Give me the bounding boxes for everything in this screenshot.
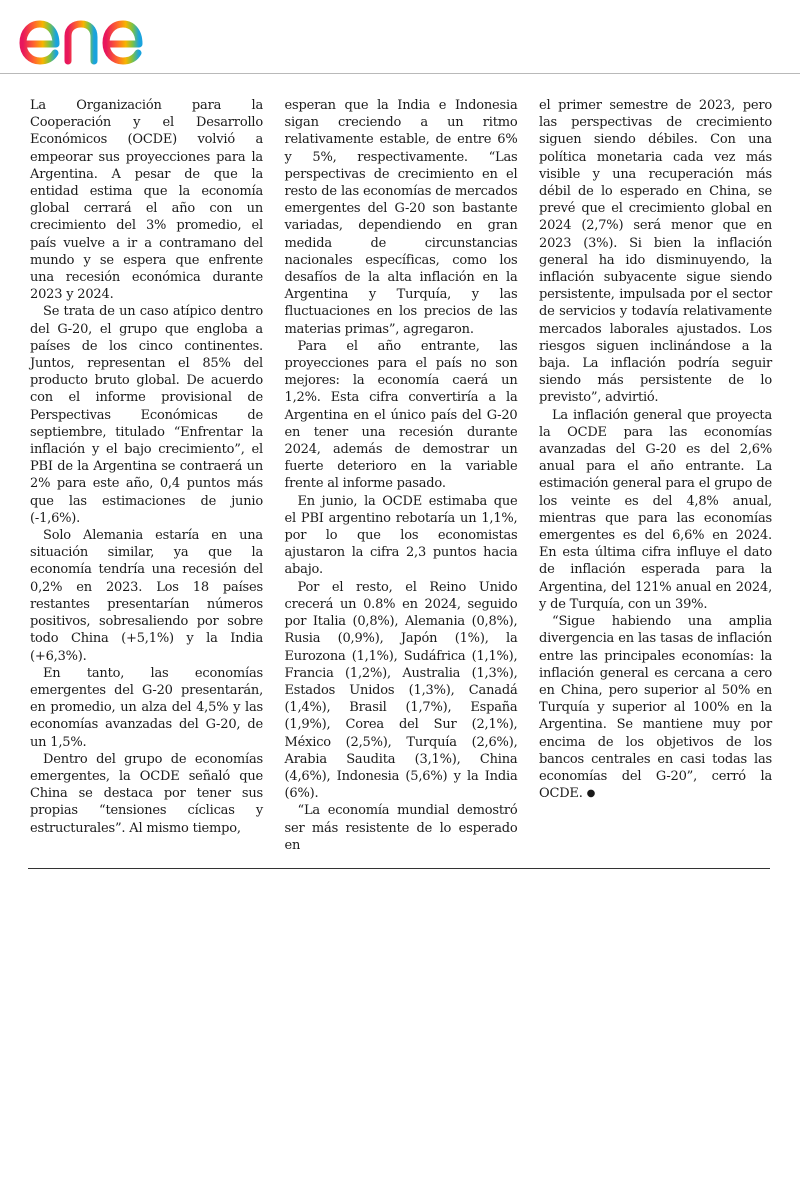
enel-logo-mark <box>18 6 183 68</box>
paragraph: Por el resto, el Reino Unido crecerá un 0.8% en 2024, seguido por Italia (0,8%), Alemania (0,8%), Rusia (0,9%), Japón (1%), la Eurozona (1,1%), Sudáfrica (1,1%), Francia (1,2%), Australia (1,3%), Estados Unidos (1,3%), Canadá (1,4%), Brasil (1,7%), España (1,9%), Corea del Sur (2,1%), México (2,5%), Turquía (2,6%), Arabia Saudita (3,1%), China (4,6%), Indonesia (5,6%) y la India (6%). <box>284 579 518 802</box>
paragraph: esperan que la India e Indonesia sigan creciendo a un ritmo relativamente estable, de entre 6% y 5%, respectivamente. “Las perspectivas de crecimiento en el resto de las economías de mercados emergentes del G-20 son bastante variadas, dependiendo en gran medida de circunstancias nacionales específicas, como los desafíos de la alta inflación en la Argentina y Turquía, y las fluctuaciones en los precios de las materias primas”, agregaron. <box>284 98 518 337</box>
paragraph-text: “Sigue habiendo una amplia divergencia en las tasas de inflación entre las principales economías: la inflación general es cercana a cero en China, pero superior al 50% en Turquía y superior al 100% en la Argentina. Se mantiene muy por encima de los objetivos de los bancos centrales en casi todas las economías del G-20”, cerró la OCDE. <box>539 614 772 802</box>
paragraph: La inflación general que proyecta la OCDE para las economías avanzadas del G-20 es del 2,6% anual para el año entrante. La estimación general para el grupo de los veinte es del 4,8% anual, mientras que para las economías emergentes es del 6,6% en 2024. En esta última cifra influye el dato de inflación esperada para la Argentina, del 121% anual en 2024, y de Turquía, con un 39%. <box>539 407 772 612</box>
logo-text: enel <box>18 6 21 7</box>
paragraph: Solo Alemania estaría en una situación similar, ya que la economía tendría una recesión del 0,2% en 2023. Los 18 países restantes presentarían números positivos, sobresaliendo por sobre todo China (+5,1%) y la India (+6,3%). <box>30 528 263 664</box>
article-end-divider <box>28 868 770 869</box>
article-column-3 <box>539 97 772 854</box>
paragraph: Para el año entrante, las proyecciones para el país no son mejores: la economía caerá un 1,2%. Esta cifra convertiría a la Argentina en el único país del G-20 en tener una recesión durante 2024, además de demostrar un fuerte deterioro en la variable frente al informe pasado. <box>284 338 518 492</box>
article-column-1 <box>30 97 263 854</box>
article-body <box>30 97 772 854</box>
paragraph <box>539 613 772 802</box>
header-divider <box>0 73 800 74</box>
paragraph: En junio, la OCDE estimaba que el PBI argentino rebotaría un 1,1%, por lo que los economistas ajustaron la cifra 2,3 puntos hacia abajo. <box>284 493 518 578</box>
paragraph: el primer semestre de 2023, pero las perspectivas de crecimiento siguen siendo débiles. Con una política monetaria cada vez más visible y una recuperación más débil de lo esperado en China, se prevé que el crecimiento global en 2024 (2,7%) será menor que en 2023 (3%). Si bien la inflación general ha ido disminuyendo, la inflación subyacente sigue siendo persistente, impulsada por el sector de servicios y todavía relativamente mercados laborales ajustados. Los riesgos siguen inclinándose a la baja. La inflación podría seguir siendo más persistente de lo previsto”, advirtió. <box>539 98 772 406</box>
enel-logo <box>18 6 183 68</box>
paragraph: “La economía mundial demostró ser más resistente de lo esperado en <box>284 803 518 853</box>
paragraph: En tanto, las economías emergentes del G-20 presentarán, en promedio, un alza del 4,5% y las economías avanzadas del G-20, de un 1,5%. <box>30 665 263 750</box>
paragraph: Dentro del grupo de economías emergentes, la OCDE señaló que China se destaca por tener sus propias “tensiones cíclicas y estructurales”. Al mismo tiempo, <box>30 751 263 836</box>
paragraph: Se trata de un caso atípico dentro del G-20, el grupo que engloba a países de los cinco continentes. Juntos, representan el 85% del producto bruto global. De acuerdo con el informe provisional de Perspectivas Económicas de septiembre, titulado “Enfrentar la inflación y el bajo crecimiento”, el PBI de la Argentina se contraerá un 2% para este año, 0,4 puntos más que las estimaciones de junio (-1,6%). <box>30 304 263 526</box>
paragraph: La Organización para la Cooperación y el Desarrollo Económicos (OCDE) volvió a empeorar sus proyecciones para la Argentina. A pesar de que la entidad estima que la economía global cerrará el año con un crecimiento del 3% promedio, el país vuelve a ir a contramano del mundo y se espera que enfrente una recesión económica durante 2023 y 2024. <box>30 98 263 303</box>
article-column-2 <box>285 97 518 854</box>
end-mark: ● <box>586 788 596 800</box>
